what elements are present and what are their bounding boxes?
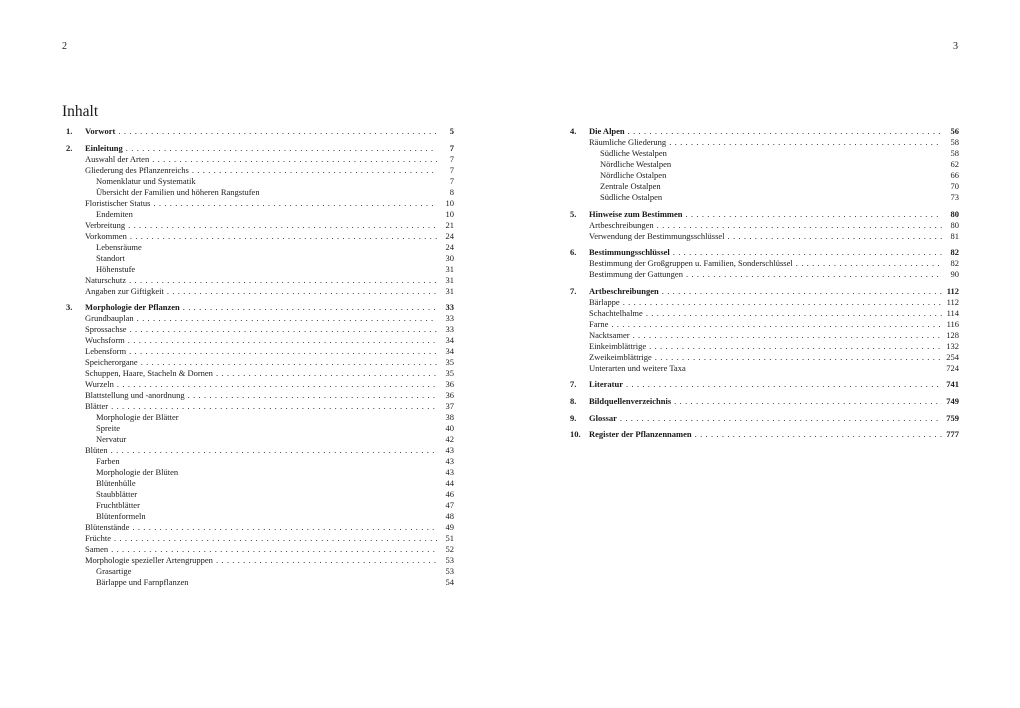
toc-entry-row[interactable]: [570, 220, 959, 231]
entry-title: Bestimmung der Gattungen: [589, 269, 683, 280]
entry-title: Blütenformeln: [96, 511, 146, 522]
toc-list: [66, 126, 454, 594]
entry-page: 53: [445, 566, 454, 577]
entry-title: Lebensform: [85, 346, 127, 357]
dot-leader: [674, 396, 942, 407]
chapter-page: 759: [946, 412, 959, 423]
entry-title: Staubblätter: [96, 489, 138, 500]
toc-section: [570, 209, 959, 242]
dot-leader: [129, 346, 437, 357]
entry-title: Räumliche Gliederung: [589, 137, 667, 147]
page-number: 3: [953, 41, 958, 52]
dot-leader: [126, 143, 437, 154]
chapter-number: 5.: [570, 208, 577, 219]
toc-entry-row[interactable]: [66, 324, 454, 335]
toc-entry-row[interactable]: [66, 313, 454, 324]
entry-page: 38: [445, 412, 454, 423]
chapter-number: 9.: [570, 412, 577, 423]
entry-page: 7: [449, 164, 454, 175]
entry-title: Übersicht der Familien und höheren Rangstufen: [96, 186, 260, 197]
toc-entry-row[interactable]: [66, 412, 454, 423]
chapter-number: 7.: [570, 285, 577, 296]
entry-page: 36: [445, 379, 454, 390]
entry-page: 54: [445, 577, 454, 588]
entry-title: Artbeschreibungen: [589, 219, 654, 230]
entry-page: 49: [445, 522, 454, 533]
entry-page: 70: [950, 181, 959, 191]
entry-title: Morphologie der Blüten: [96, 467, 179, 478]
entry-page: 46: [445, 489, 454, 500]
toc-entry-row[interactable]: [66, 220, 454, 231]
chapter-number: 4.: [570, 126, 577, 136]
toc-entry-row[interactable]: [66, 577, 454, 588]
entry-page: 81: [950, 230, 959, 241]
chapter-page: 56: [950, 126, 959, 136]
entry-title: Blattstellung und -anordnung: [85, 390, 185, 401]
entry-page: 58: [950, 148, 959, 158]
entry-page: 33: [445, 324, 454, 335]
chapter-page: 749: [946, 395, 959, 406]
entry-title: Samen: [85, 544, 109, 555]
dot-leader: [649, 341, 942, 352]
toc-entry-row[interactable]: [66, 533, 454, 544]
dot-leader: [626, 379, 942, 390]
entry-page: 48: [445, 511, 454, 522]
entry-page: 116: [946, 318, 959, 329]
entry-title: Vorkommen: [85, 230, 127, 241]
toc-entry-row[interactable]: [66, 379, 454, 390]
dot-leader: [216, 555, 437, 566]
toc-entry-row[interactable]: [66, 423, 454, 434]
chapter-title: Vorwort: [85, 126, 116, 136]
entry-title: Floristischer Status: [85, 197, 151, 208]
dot-leader: [192, 165, 437, 176]
entry-title: Morphologie der Blätter: [96, 412, 179, 423]
chapter-number: 7.: [570, 379, 577, 390]
toc-section: [570, 286, 959, 374]
dot-leader: [669, 137, 942, 148]
entry-title: Schuppen, Haare, Stacheln & Dornen: [85, 368, 213, 379]
entry-page: 724: [946, 362, 959, 373]
toc-entry-row[interactable]: [66, 368, 454, 379]
entry-title: Farne: [589, 318, 609, 329]
entry-page: 43: [445, 467, 454, 478]
toc-section: [570, 429, 959, 440]
entry-page: 112: [946, 296, 959, 307]
chapter-page: 7: [449, 142, 454, 153]
toc-entry-row[interactable]: [66, 566, 454, 577]
toc-entry-row[interactable]: [66, 275, 454, 286]
right-page: [510, 0, 1020, 708]
toc-entry-row[interactable]: [66, 176, 454, 187]
entry-page: 128: [946, 329, 959, 340]
toc-entry-row[interactable]: [570, 181, 959, 192]
entry-title: Grundbauplan: [85, 313, 134, 324]
dot-leader: [141, 357, 437, 368]
toc-section: [570, 379, 959, 390]
dot-leader: [111, 445, 437, 456]
chapter-number: 3.: [66, 302, 73, 313]
entry-title: Zentrale Ostalpen: [600, 181, 661, 191]
toc-entry-row[interactable]: [570, 269, 959, 280]
toc-entry-row[interactable]: [66, 478, 454, 489]
chapter-title: Hinweise zum Bestimmen: [589, 208, 683, 219]
toc-entry-row[interactable]: [66, 390, 454, 401]
dot-leader: [129, 275, 437, 286]
toc-entry-row[interactable]: [66, 286, 454, 297]
entry-page: 40: [445, 423, 454, 434]
entry-page: 42: [445, 434, 454, 445]
entry-page: 114: [946, 307, 959, 318]
toc-entry-row[interactable]: [66, 264, 454, 275]
entry-title: Schachtelhalme: [589, 307, 643, 318]
entry-title: Spreite: [96, 423, 121, 434]
entry-title: Höhenstufe: [96, 263, 136, 274]
toc-entry-row[interactable]: [570, 170, 959, 181]
dot-leader: [695, 429, 942, 440]
entry-page: 37: [445, 401, 454, 412]
dot-leader: [188, 390, 437, 401]
toc-entry-row[interactable]: [66, 165, 454, 176]
dot-leader: [657, 220, 942, 231]
entry-title: Blätter: [85, 401, 109, 412]
chapter-number: 8.: [570, 395, 577, 406]
entry-title: Gliederung des Pflanzenreichs: [85, 164, 189, 175]
entry-title: Blüten: [85, 445, 108, 456]
entry-page: 254: [946, 351, 959, 362]
entry-title: Morphologie spezieller Artengruppen: [85, 555, 213, 566]
entry-page: 47: [445, 500, 454, 511]
toc-section: [66, 126, 454, 137]
toc-entry-row[interactable]: [66, 346, 454, 357]
chapter-page: 80: [950, 208, 959, 219]
dot-leader: [646, 308, 942, 319]
entry-title: Naturschutz: [85, 274, 127, 285]
toc-entry-row[interactable]: [570, 148, 959, 159]
entry-title: Standort: [96, 252, 125, 263]
toc-entry-row[interactable]: [570, 231, 959, 242]
chapter-page: 777: [946, 429, 959, 440]
entry-page: 53: [445, 555, 454, 566]
entry-title: Lebensräume: [96, 241, 142, 252]
entry-page: 35: [445, 368, 454, 379]
chapter-number: 2.: [66, 142, 73, 153]
entry-title: Südliche Ostalpen: [600, 192, 663, 202]
entry-title: Südliche Westalpen: [600, 148, 667, 158]
dot-leader: [152, 154, 437, 165]
chapter-title: Bildquellenverzeichnis: [589, 395, 672, 406]
entry-page: 66: [950, 170, 959, 180]
entry-page: 52: [445, 544, 454, 555]
dot-leader: [686, 269, 942, 280]
entry-page: 8: [449, 186, 454, 197]
entry-title: Zweikeimblättrige: [589, 351, 652, 362]
dot-leader: [117, 379, 437, 390]
entry-title: Nördliche Westalpen: [600, 159, 672, 169]
entry-title: Wuchsform: [85, 335, 125, 346]
toc-heading: Inhalt: [62, 103, 99, 120]
toc-entry-row[interactable]: [66, 489, 454, 500]
dot-leader: [620, 413, 942, 424]
chapter-title: Glossar: [589, 412, 617, 423]
toc-section: [570, 126, 959, 203]
toc-entry-row[interactable]: [570, 137, 959, 148]
entry-page: 35: [445, 357, 454, 368]
chapter-title: Artbeschreibungen: [589, 285, 659, 296]
dot-leader: [796, 258, 942, 269]
entry-title: Verwendung der Bestimmungsschlüssel: [589, 230, 725, 241]
entry-page: 36: [445, 390, 454, 401]
entry-title: Verbreitung: [85, 219, 126, 230]
entry-page: 34: [445, 346, 454, 357]
dot-leader: [623, 297, 942, 308]
entry-title: Bärlappe und Farnpflanzen: [96, 577, 189, 588]
dot-leader: [686, 209, 943, 220]
entry-page: 33: [445, 313, 454, 324]
entry-page: 7: [449, 153, 454, 164]
entry-title: Unterarten und weitere Taxa: [589, 362, 686, 373]
chapter-page: 112: [946, 285, 959, 296]
dot-leader: [128, 335, 437, 346]
toc-entry-row[interactable]: [66, 154, 454, 165]
entry-title: Einkeimblättrige: [589, 340, 647, 351]
toc-entry-row[interactable]: [570, 297, 959, 308]
toc-entry-row[interactable]: [66, 231, 454, 242]
toc-entry-row[interactable]: [66, 522, 454, 533]
dot-leader: [130, 324, 437, 335]
entry-page: 34: [445, 335, 454, 346]
toc-chapter-row[interactable]: [66, 126, 454, 137]
entry-title: Grasartige: [96, 566, 132, 577]
toc-entry-row[interactable]: [66, 401, 454, 412]
entry-page: 44: [445, 478, 454, 489]
toc-entry-row[interactable]: [66, 445, 454, 456]
entry-page: 30: [445, 252, 454, 263]
toc-chapter-row[interactable]: [570, 396, 959, 407]
toc-entry-row[interactable]: [66, 187, 454, 198]
toc-entry-row[interactable]: [570, 159, 959, 170]
dot-leader: [114, 533, 437, 544]
entry-page: 73: [950, 192, 959, 202]
toc-list: [570, 126, 959, 446]
entry-title: Auswahl der Arten: [85, 153, 150, 164]
entry-page: 24: [445, 241, 454, 252]
dot-leader: [655, 352, 942, 363]
entry-page: 7: [449, 175, 454, 186]
entry-page: 10: [445, 197, 454, 208]
toc-section: [66, 302, 454, 588]
toc-chapter-row[interactable]: [570, 209, 959, 220]
dot-leader: [111, 401, 437, 412]
entry-title: Endemiten: [96, 208, 133, 219]
toc-section: [570, 396, 959, 407]
page-number: 2: [62, 41, 67, 52]
entry-page: 10: [445, 208, 454, 219]
toc-entry-row[interactable]: [66, 544, 454, 555]
dot-leader: [132, 522, 437, 533]
chapter-number: 6.: [570, 247, 577, 258]
dot-leader: [216, 368, 437, 379]
toc-entry-row[interactable]: [570, 258, 959, 269]
dot-leader: [633, 330, 942, 341]
entry-page: 43: [445, 445, 454, 456]
toc-chapter-row[interactable]: [570, 413, 959, 424]
entry-title: Bärlappe: [589, 296, 620, 307]
toc-section: [66, 143, 454, 297]
entry-page: 31: [445, 263, 454, 274]
entry-page: 24: [445, 230, 454, 241]
chapter-title: Literatur: [589, 379, 623, 390]
dot-leader: [611, 319, 942, 330]
dot-leader: [167, 286, 437, 297]
toc-entry-row[interactable]: [66, 467, 454, 478]
entry-page: 80: [950, 219, 959, 230]
entry-title: Nacktsamer: [589, 329, 630, 340]
dot-leader: [118, 126, 437, 137]
toc-chapter-row[interactable]: [66, 302, 454, 313]
chapter-title: Die Alpen: [589, 126, 625, 136]
entry-page: 31: [445, 285, 454, 296]
toc-entry-row[interactable]: [66, 511, 454, 522]
toc-entry-row[interactable]: [570, 363, 959, 374]
entry-title: Fruchtblätter: [96, 500, 140, 511]
chapter-page: 82: [950, 247, 959, 258]
chapter-title: Morphologie der Pflanzen: [85, 302, 180, 313]
dot-leader: [728, 231, 942, 242]
toc-chapter-row[interactable]: [66, 143, 454, 154]
entry-title: Nervatur: [96, 434, 127, 445]
entry-page: 82: [950, 258, 959, 269]
toc-entry-row[interactable]: [570, 308, 959, 319]
toc-entry-row[interactable]: [570, 319, 959, 330]
toc-entry-row[interactable]: [570, 330, 959, 341]
entry-title: Nördliche Ostalpen: [600, 170, 667, 180]
dot-leader: [111, 544, 437, 555]
toc-entry-row[interactable]: [66, 253, 454, 264]
entry-title: Speicherorgane: [85, 357, 138, 368]
dot-leader: [128, 220, 437, 231]
toc-entry-row[interactable]: [570, 341, 959, 352]
toc-entry-row[interactable]: [570, 352, 959, 363]
toc-chapter-row[interactable]: [570, 429, 959, 440]
entry-page: 21: [445, 219, 454, 230]
chapter-page: 33: [445, 302, 454, 313]
dot-leader: [628, 126, 942, 137]
toc-entry-row[interactable]: [66, 335, 454, 346]
entry-title: Früchte: [85, 533, 111, 544]
dot-leader: [130, 231, 437, 242]
entry-title: Angaben zur Giftigkeit: [85, 285, 164, 296]
entry-title: Farben: [96, 456, 120, 467]
chapter-page: 5: [449, 126, 454, 136]
toc-chapter-row[interactable]: [570, 126, 959, 137]
entry-title: Wurzeln: [85, 379, 114, 390]
chapter-title: Bestimmungsschlüssel: [589, 247, 670, 258]
toc-entry-row[interactable]: [66, 357, 454, 368]
toc-chapter-row[interactable]: [570, 286, 959, 297]
toc-chapter-row[interactable]: [570, 247, 959, 258]
chapter-page: 741: [946, 379, 959, 390]
chapter-title: Einleitung: [85, 142, 123, 153]
entry-page: 31: [445, 274, 454, 285]
dot-leader: [662, 286, 942, 297]
toc-entry-row[interactable]: [66, 209, 454, 220]
entry-page: 43: [445, 456, 454, 467]
entry-page: 62: [950, 159, 959, 169]
chapter-number: 10.: [570, 429, 581, 440]
entry-page: 90: [950, 269, 959, 280]
toc-entry-row[interactable]: [66, 198, 454, 209]
entry-title: Nomenklatur und Systematik: [96, 175, 196, 186]
entry-title: Bestimmung der Großgruppen u. Familien, Sonderschlüssel: [589, 258, 793, 269]
dot-leader: [673, 247, 942, 258]
toc-entry-row[interactable]: [66, 555, 454, 566]
entry-title: Blütenstände: [85, 522, 130, 533]
entry-title: Sprossachse: [85, 324, 127, 335]
entry-page: 132: [946, 340, 959, 351]
chapter-title: Register der Pflanzennamen: [589, 429, 692, 440]
dot-leader: [153, 198, 437, 209]
dot-leader: [183, 302, 437, 313]
dot-leader: [137, 313, 437, 324]
toc-chapter-row[interactable]: [570, 379, 959, 390]
toc-section: [570, 413, 959, 424]
toc-entry-row[interactable]: [66, 434, 454, 445]
entry-page: 58: [950, 137, 959, 147]
chapter-number: 1.: [66, 126, 73, 136]
toc-entry-row[interactable]: [66, 500, 454, 511]
toc-entry-row[interactable]: [570, 192, 959, 203]
toc-entry-row[interactable]: [66, 242, 454, 253]
toc-entry-row[interactable]: [66, 456, 454, 467]
entry-page: 51: [445, 533, 454, 544]
entry-title: Blütenhülle: [96, 478, 136, 489]
toc-section: [570, 247, 959, 280]
